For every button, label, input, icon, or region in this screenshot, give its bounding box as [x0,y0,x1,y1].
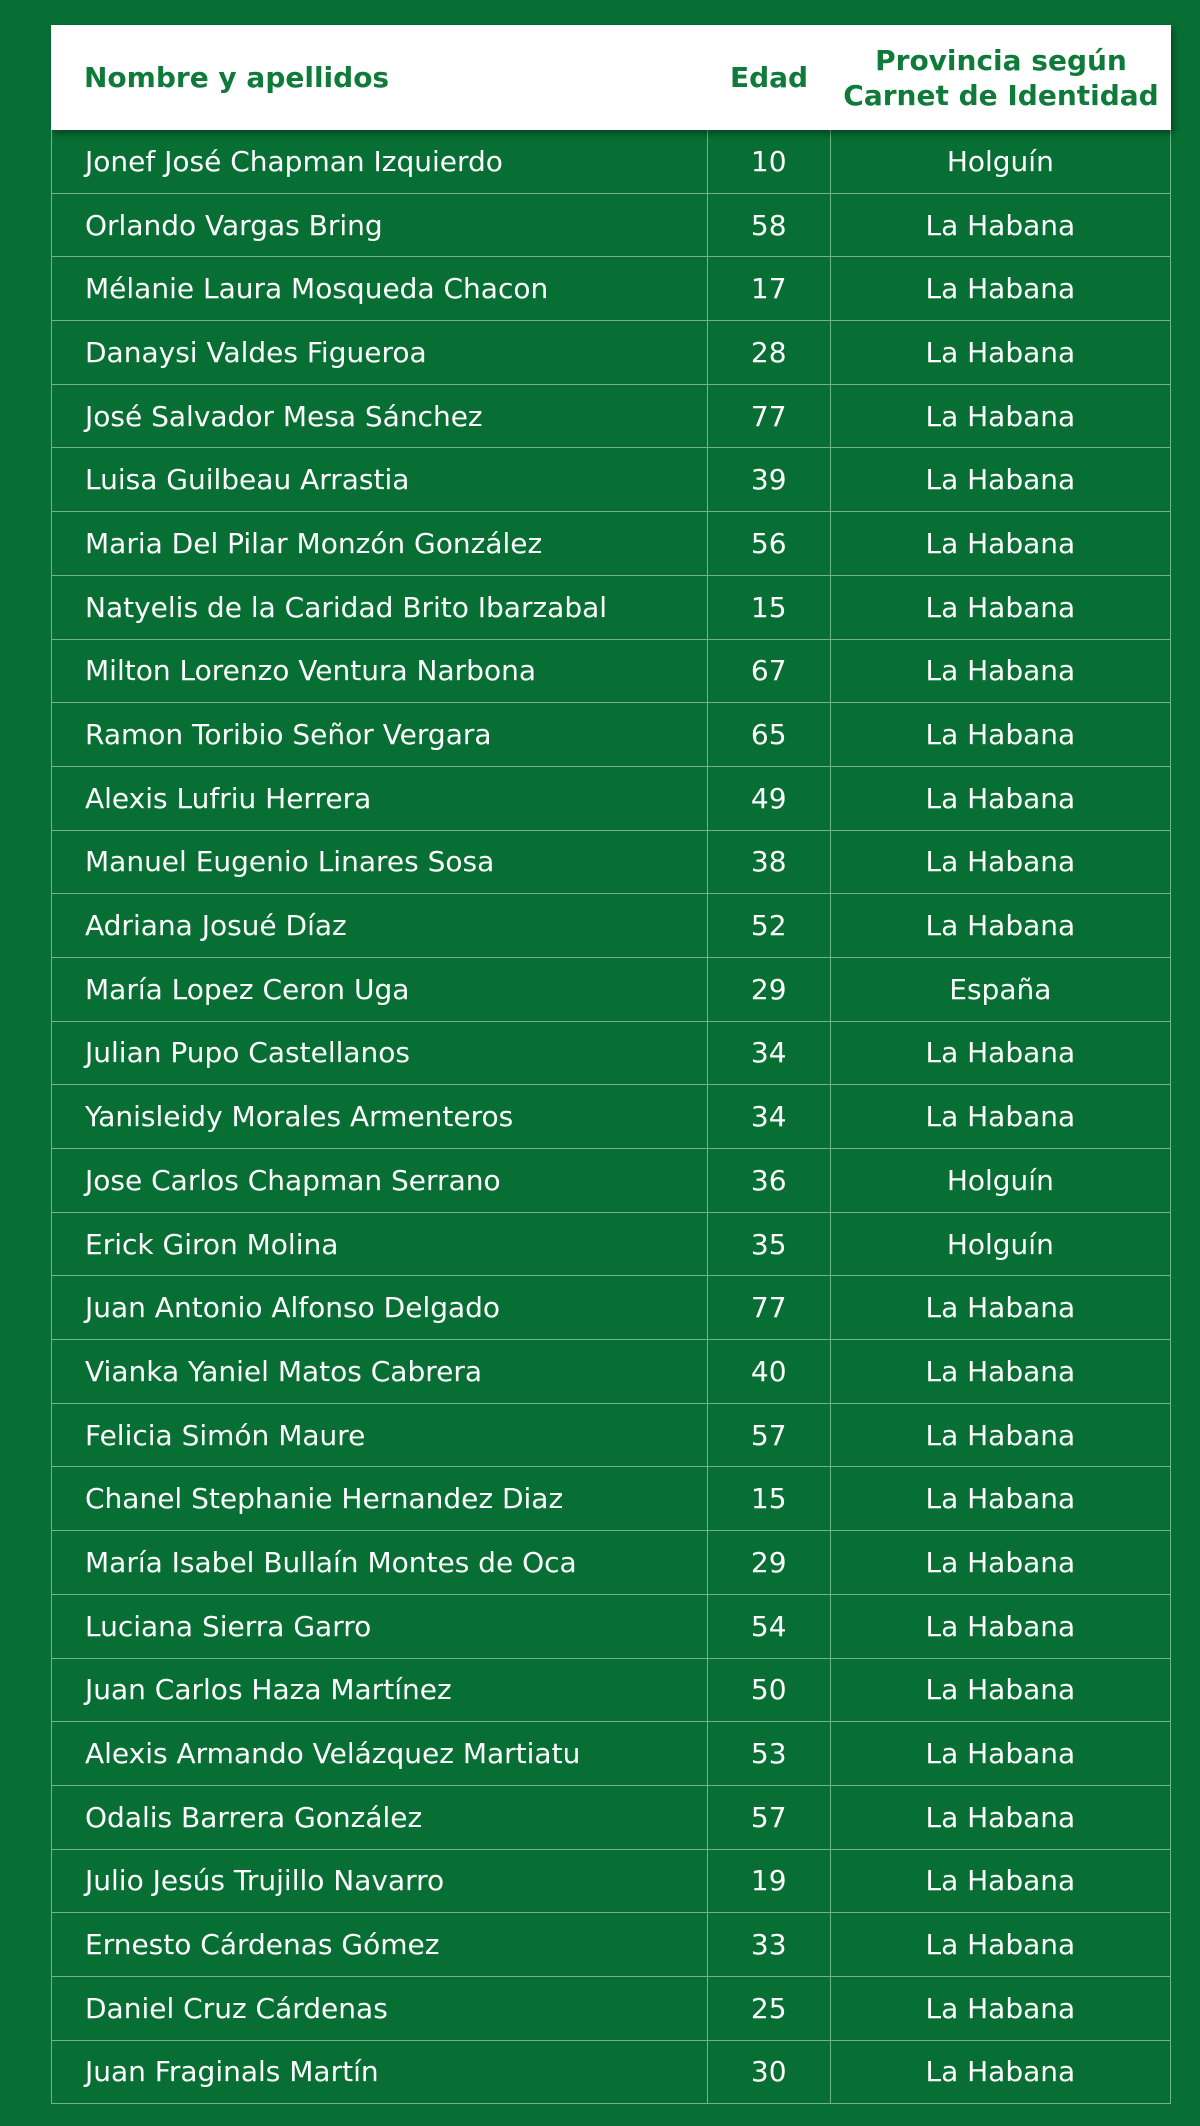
cell-province: La Habana [925,845,1076,879]
header-age: Edad [729,61,809,94]
table-body [51,130,1171,2104]
table-row [52,1085,1170,1149]
cell-age: 57 [707,1786,831,1849]
cell-name: Natyelis de la Caridad Brito Ibarzabal [85,590,608,624]
cell-age: 77 [707,1276,831,1339]
table-row [52,1022,1170,1086]
cell-name: Julian Pupo Castellanos [85,1036,410,1070]
cell-name: Luisa Guilbeau Arrastia [85,463,410,497]
cell-province: La Habana [925,1991,1076,2025]
cell-name: Vianka Yaniel Matos Cabrera [85,1354,483,1388]
cell-name: Jose Carlos Chapman Serrano [85,1163,501,1197]
cell-age: 67 [707,640,831,703]
cell-province: La Habana [925,463,1076,497]
table-row [52,194,1170,258]
cell-name: Luciana Sierra Garro [85,1609,372,1643]
cell-age: 54 [707,1595,831,1658]
cell-name: Adriana Josué Díaz [85,909,347,943]
table-row [52,831,1170,895]
table-row [52,703,1170,767]
cell-province: La Habana [925,590,1076,624]
table-row [52,448,1170,512]
cell-age: 29 [707,1531,831,1594]
table-row [52,1531,1170,1595]
cell-name: Manuel Eugenio Linares Sosa [85,845,495,879]
cell-name: Chanel Stephanie Hernandez Diaz [85,1482,564,1516]
cell-province: La Habana [925,1100,1076,1134]
table-row [52,1276,1170,1340]
cell-age: 77 [707,385,831,448]
table-row [52,1977,1170,2041]
table-row [52,257,1170,321]
cell-name: Jonef José Chapman Izquierdo [85,144,503,178]
table-row [52,1722,1170,1786]
cell-province: España [949,972,1052,1006]
cell-province: La Habana [925,2055,1076,2089]
cell-age: 34 [707,1022,831,1085]
table-row [52,767,1170,831]
cell-age: 34 [707,1085,831,1148]
cell-age: 10 [707,130,831,193]
cell-province: La Habana [925,1545,1076,1579]
cell-province: La Habana [925,1928,1076,1962]
cell-name: Alexis Lufriu Herrera [85,781,372,815]
table-row [52,321,1170,385]
cell-name: Ernesto Cárdenas Gómez [85,1928,440,1962]
cell-name: Milton Lorenzo Ventura Narbona [85,654,536,688]
cell-name: María Isabel Bullaín Montes de Oca [85,1545,577,1579]
table-row [52,385,1170,449]
cell-age: 28 [707,321,831,384]
table-row [52,576,1170,640]
cell-age: 56 [707,512,831,575]
table-row [52,1404,1170,1468]
table-row [52,512,1170,576]
table-row [52,1149,1170,1213]
table-row [52,1595,1170,1659]
cell-province: La Habana [925,1482,1076,1516]
cell-province: La Habana [925,208,1076,242]
cell-age: 39 [707,448,831,511]
cell-name: Erick Giron Molina [85,1227,339,1261]
cell-name: Maria Del Pilar Monzón González [85,526,543,560]
cell-name: Yanisleidy Morales Armenteros [85,1100,514,1134]
cell-province: La Habana [925,526,1076,560]
data-table [51,25,1171,2104]
cell-age: 53 [707,1722,831,1785]
cell-province: La Habana [925,718,1076,752]
cell-name: Orlando Vargas Bring [85,208,383,242]
cell-age: 52 [707,894,831,957]
cell-province: La Habana [925,781,1076,815]
cell-name: María Lopez Ceron Uga [85,972,410,1006]
cell-age: 58 [707,194,831,257]
table-row [52,1659,1170,1723]
cell-name: José Salvador Mesa Sánchez [85,399,483,433]
cell-name: Alexis Armando Velázquez Martiatu [85,1737,581,1771]
cell-name: Juan Fraginals Martín [85,2055,379,2089]
cell-age: 38 [707,831,831,894]
cell-age: 35 [707,1213,831,1276]
table-row [52,1850,1170,1914]
cell-province: La Habana [925,1418,1076,1452]
cell-name: Felicia Simón Maure [85,1418,366,1452]
cell-age: 65 [707,703,831,766]
cell-name: Daniel Cruz Cárdenas [85,1991,388,2025]
cell-age: 25 [707,1977,831,2040]
cell-age: 40 [707,1340,831,1403]
cell-age: 33 [707,1913,831,1976]
cell-name: Odalis Barrera González [85,1800,423,1834]
cell-province: La Habana [925,1800,1076,1834]
cell-age: 50 [707,1659,831,1722]
cell-province: Holguín [946,1227,1054,1261]
table-row [52,130,1170,194]
cell-name: Juan Carlos Haza Martínez [85,1673,452,1707]
cell-province: La Habana [925,1737,1076,1771]
cell-name: Juan Antonio Alfonso Delgado [85,1291,501,1325]
table-row [52,1913,1170,1977]
cell-province: La Habana [925,909,1076,943]
cell-age: 57 [707,1404,831,1467]
cell-province: Holguín [946,1163,1054,1197]
cell-age: 15 [707,1467,831,1530]
cell-age: 29 [707,958,831,1021]
cell-age: 49 [707,767,831,830]
table-row [52,1340,1170,1404]
cell-age: 15 [707,576,831,639]
cell-name: Mélanie Laura Mosqueda Chacon [85,272,549,306]
cell-name: Ramon Toribio Señor Vergara [85,718,492,752]
table-row [52,894,1170,958]
cell-age: 30 [707,2041,831,2104]
cell-province: La Habana [925,1036,1076,1070]
cell-age: 19 [707,1850,831,1913]
table-row [52,2041,1170,2105]
table-header [51,25,1171,130]
header-province [831,25,1171,130]
cell-province: Holguín [946,144,1054,178]
cell-name: Julio Jesús Trujillo Navarro [85,1864,445,1898]
cell-province: La Habana [925,272,1076,306]
cell-province: La Habana [925,335,1076,369]
cell-province: La Habana [925,1291,1076,1325]
cell-province: La Habana [925,654,1076,688]
cell-province: La Habana [925,399,1076,433]
cell-province: La Habana [925,1864,1076,1898]
header-province-line2: Carnet de Identidad [843,78,1159,112]
header-name: Nombre y apellidos [84,61,390,94]
table-row [52,1467,1170,1531]
cell-name: Danaysi Valdes Figueroa [85,335,427,369]
table-row [52,958,1170,1022]
cell-age: 17 [707,257,831,320]
table-row [52,640,1170,704]
header-province-line1: Provincia según [875,43,1127,77]
cell-age: 36 [707,1149,831,1212]
cell-province: La Habana [925,1609,1076,1643]
cell-province: La Habana [925,1354,1076,1388]
table-row [52,1786,1170,1850]
cell-province: La Habana [925,1673,1076,1707]
table-row [52,1213,1170,1277]
